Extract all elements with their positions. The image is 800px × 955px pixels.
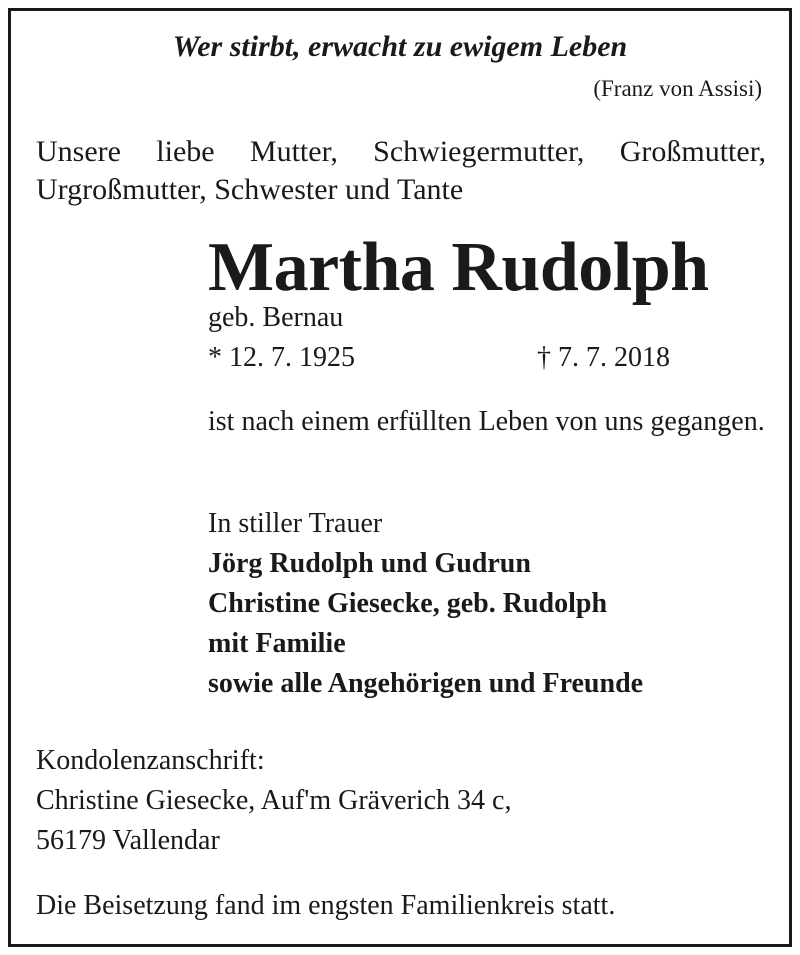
mourner-line: mit Familie (208, 628, 346, 659)
mourner-line: Jörg Rudolph und Gudrun (208, 548, 531, 579)
motto-quote: Wer stirbt, erwacht zu ewigem Leben (172, 30, 628, 63)
intro-text: Unsere liebe Mutter, Schwiegermutter, Großmutter, Urgroßmutter, Schwester und Tante (36, 135, 766, 206)
mourner-line: Christine Giesecke, geb. Rudolph (208, 588, 608, 619)
condolence-address-line: Christine Giesecke, Auf'm Gräverich 34 c, (36, 785, 512, 816)
death-date: † 7. 7. 2018 (537, 342, 670, 373)
motto-source: (Franz von Assisi) (593, 76, 762, 101)
birth-date: * 12. 7. 1925 (208, 342, 355, 373)
condolence-address-line: 56179 Vallendar (36, 825, 220, 856)
condolence-label: Kondolenzanschrift: (36, 745, 265, 776)
burial-note: Die Beisetzung fand im engsten Familienkreis statt. (36, 890, 616, 921)
passed-text: ist nach einem erfüllten Leben von uns gegangen. (208, 406, 765, 437)
mourner-line: sowie alle Angehörigen und Freunde (208, 668, 644, 699)
mourning-label: In stiller Trauer (208, 508, 383, 539)
deceased-name: Martha Rudolph (208, 229, 709, 306)
birth-name: geb. Bernau (208, 302, 344, 333)
